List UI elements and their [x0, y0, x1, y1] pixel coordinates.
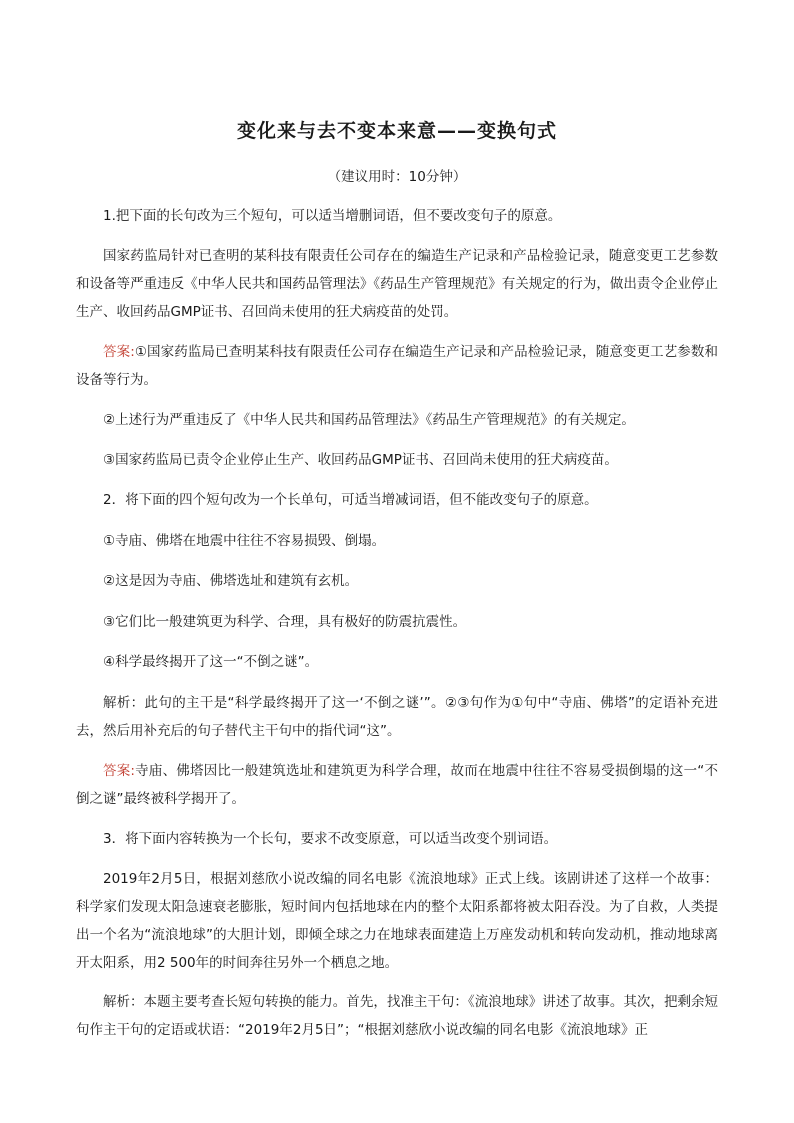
q2-sentence-3: ③它们比一般建筑更为科学、合理，具有极好的防震抗震性。 [103, 614, 467, 630]
q2-sentence-1: ①寺庙、佛塔在地震中往往不容易损毁、倒塌。 [103, 533, 386, 549]
q1-text: 国家药监局针对已查明的某科技有限责任公司存在的编造生产记录和产品检验记录，随意变更工艺参数和设备等严重违反《中华人民共和国药品管理法》《药品生产管理规范》有关规定的行为，做出责令企业停止生产、收回药品GMP证书、召回尚未使用的狂犬病疫苗的处罚。 [76, 248, 718, 320]
q3-analysis: 解析：本题主要考查长短句转换的能力。首先，找准主干句：《流浪地球》讲述了故事。其次，把剩余短句作主干句的定语或状语：“2019年2月5日”；“根据刘慈欣小说改编的同名电影《流浪地球》正 [76, 994, 718, 1038]
q1-prompt: 1.把下面的长句改为三个短句，可以适当增删词语，但不要改变句子的原意。 [103, 208, 562, 224]
answer-label: 答案: [103, 763, 135, 779]
q1-answer-paragraph [76, 338, 718, 394]
q2-answer: 寺庙、佛塔因比一般建筑选址和建筑更为科学合理，故而在地震中往往不容易受损倒塌的这一“不倒之谜”最终被科学揭开了。 [76, 763, 718, 807]
q1-answer-3: ③国家药监局已责令企业停止生产、收回药品GMP证书、召回尚未使用的狂犬病疫苗。 [103, 452, 618, 468]
q1-answer: ①国家药监局已查明某科技有限责任公司存在编造生产记录和产品检验记录，随意变更工艺参数和设备等行为。 [76, 344, 718, 388]
q2-answer-paragraph [76, 757, 718, 813]
page-title: 变化来与去不变本来意——变换句式 [236, 120, 557, 142]
answer-label: 答案: [103, 344, 135, 360]
q3-text: 2019年2月5日，根据刘慈欣小说改编的同名电影《流浪地球》正式上线。该剧讲述了这样一个故事：科学家们发现太阳急速衰老膨胀，短时间内包括地球在内的整个太阳系都将被太阳吞没。为了自救，人类提出一个名为“流浪地球”的大胆计划，即倾全球之力在地球表面建造上万座发动机和转向发动机，推动地球离开太阳系，用2 500年的时间奔往另外一个栖息之地。 [76, 871, 718, 971]
q2-sentence-2: ②这是因为寺庙、佛塔选址和建筑有玄机。 [103, 573, 359, 589]
q2-prompt: 2．将下面的四个短句改为一个长单句，可适当增减词语，但不能改变句子的原意。 [103, 492, 598, 508]
q3-prompt: 3．将下面内容转换为一个长句，要求不改变原意，可以适当改变个别词语。 [103, 831, 558, 847]
q2-analysis: 解析：此句的主干是“科学最终揭开了这一‘不倒之谜’”。②③句作为①句中“寺庙、佛塔”的定语补充进去，然后用补充后的句子替代主干句中的指代词“这”。 [76, 695, 718, 739]
q2-sentence-4: ④科学最终揭开了这一“不倒之谜”。 [103, 654, 319, 670]
suggested-time: （建议用时：10分钟） [327, 169, 467, 185]
q1-answer-2: ②上述行为严重违反了《中华人民共和国药品管理法》《药品生产管理规范》的有关规定。 [103, 412, 635, 428]
